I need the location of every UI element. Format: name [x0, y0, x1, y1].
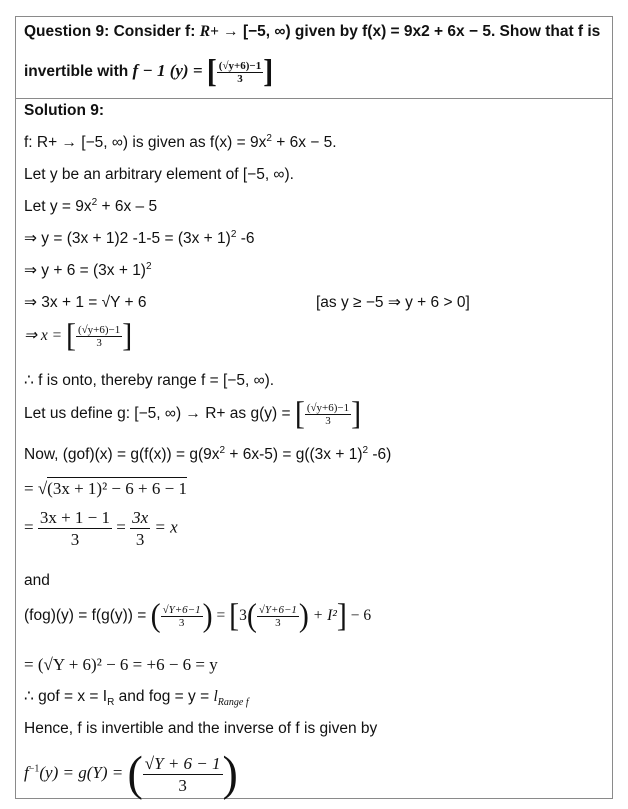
fraction	[161, 604, 203, 629]
solution-line-2: Let y be an arbitrary element of [−5, ∞).	[24, 166, 294, 183]
right-bracket: ]	[336, 597, 347, 634]
solution-line-8: ∴ f is onto, thereby range f = [−5, ∞).	[24, 372, 275, 389]
solution-line-1	[24, 133, 337, 153]
text: ⇒ 3x + 1 = √Y + 6	[24, 294, 147, 311]
solution-line-5	[24, 261, 152, 281]
text: (y) = g(Y) =	[39, 762, 128, 782]
text: = x	[150, 517, 178, 537]
question-line-1	[24, 22, 600, 42]
text: and fog = y =	[114, 688, 214, 705]
superscript: 2	[145, 260, 152, 272]
right-bracket: ]	[122, 317, 133, 354]
fraction	[38, 507, 112, 550]
solution-line-9	[24, 395, 362, 432]
right-paren: )	[222, 746, 238, 801]
solution-line-14	[24, 597, 372, 634]
text: Let us define g: [−5, ∞) → R+ as g(y) =	[24, 405, 295, 423]
solution-line-18	[24, 746, 238, 801]
solution-line-3	[24, 197, 157, 217]
solution-line-6	[24, 293, 146, 313]
superscript: 2	[362, 444, 369, 456]
fraction	[130, 507, 150, 550]
solution-line-7	[24, 317, 133, 354]
question-line-2	[24, 53, 274, 90]
fraction-denominator: 3	[325, 414, 331, 427]
right-bracket: ]	[263, 53, 274, 90]
text: f	[24, 762, 29, 782]
question-text: Question 9: Consider f:	[24, 23, 200, 40]
inverse-fraction	[217, 60, 263, 85]
solution-cell	[16, 99, 612, 801]
subscript: Range f	[217, 697, 249, 709]
right-paren: )	[202, 597, 213, 634]
text: + 6x-5) = g((3x + 1)	[225, 446, 363, 463]
fraction-denominator: 3	[237, 72, 243, 85]
fraction-numerator: (√y+6)−1	[306, 401, 350, 414]
superscript: 2	[219, 444, 226, 456]
superscript: −1	[28, 763, 40, 775]
text: = √	[24, 479, 48, 498]
question-cell	[16, 17, 612, 99]
text: f: R+ → [−5, ∞) is given as f(x) = 9x	[24, 134, 267, 151]
fraction-numerator: 3x + 1 − 1	[39, 508, 111, 527]
fraction-denominator: 3	[135, 530, 145, 549]
text: + I²	[308, 607, 337, 625]
solution-line-4	[24, 229, 254, 249]
text: ⇒ y + 6 = (3x + 1)	[24, 262, 146, 279]
fraction-denominator: 3	[178, 616, 185, 629]
question-text: invertible with	[24, 63, 133, 81]
text: ⇒ x =	[24, 327, 66, 345]
text: =	[112, 517, 131, 537]
text: l	[213, 688, 218, 705]
condition-note: [as y ≥ −5 ⇒ y + 6 > 0]	[316, 294, 470, 311]
fraction-denominator: 3	[178, 775, 187, 795]
fraction-numerator: √Y + 6 − 1	[144, 753, 221, 773]
left-bracket: [	[294, 395, 305, 432]
fraction-denominator: 3	[96, 336, 102, 349]
text: =	[212, 607, 230, 625]
domain-symbol: R+	[199, 23, 219, 40]
text: Let y = 9x	[24, 198, 92, 215]
text: -6)	[368, 446, 392, 463]
text: − 6	[346, 607, 372, 625]
inverse-function-label: f − 1 (y) =	[132, 61, 207, 81]
solution-line-13: and	[24, 572, 50, 589]
text: + 6x − 5.	[271, 134, 337, 151]
superscript: 2	[230, 228, 237, 240]
text: ∴ gof = x = I	[24, 688, 108, 705]
superscript: 2	[266, 132, 272, 144]
question-text: → [−5, ∞) given by f(x) = 9x2 + 6x − 5. Show that f is	[218, 23, 601, 40]
left-bracket: [	[229, 597, 240, 634]
fraction-numerator: √Y+6−1	[162, 603, 201, 616]
left-bracket: [	[65, 317, 76, 354]
fraction-numerator: √Y+6−1	[258, 603, 297, 616]
right-paren: )	[298, 597, 309, 634]
solution-line-15: = (√Y + 6)² − 6 = +6 − 6 = y	[24, 655, 218, 674]
left-paren: (	[127, 746, 143, 801]
subscript: R	[107, 697, 115, 709]
solution-line-16	[24, 687, 249, 707]
text: -6	[236, 230, 255, 247]
fraction	[257, 604, 299, 629]
fraction-numerator: (√y+6)−1	[77, 323, 121, 336]
superscript: 2	[91, 196, 98, 208]
solution-line-17: Hence, f is invertible and the inverse of f is given by	[24, 720, 378, 737]
fraction	[305, 402, 351, 427]
text: ⇒ y = (3x + 1)2 -1-5 = (3x + 1)	[24, 230, 231, 247]
fraction	[76, 324, 122, 349]
fraction-numerator: (√y+6)−1	[218, 59, 262, 72]
radicand: (3x + 1)² − 6 + 6 − 1	[47, 479, 187, 498]
question-solution-table	[15, 16, 613, 799]
fraction-denominator: 3	[70, 530, 80, 549]
fraction-numerator: 3x	[132, 508, 149, 527]
text: 3	[239, 607, 247, 625]
fraction-denominator: 3	[275, 616, 281, 629]
solution-line-12	[24, 507, 178, 550]
left-paren: (	[150, 597, 161, 634]
right-bracket: ]	[351, 395, 362, 432]
left-bracket: [	[206, 53, 217, 90]
solution-line-11	[24, 479, 187, 499]
solution-line-10	[24, 445, 391, 465]
left-paren: (	[246, 597, 257, 634]
text: (fog)(y) = f(g(y)) =	[24, 607, 151, 625]
text: + 6x – 5	[97, 198, 158, 215]
text: =	[24, 517, 38, 537]
solution-heading: Solution 9:	[24, 102, 105, 119]
text: Now, (gof)(x) = g(f(x)) = g(9x	[24, 446, 220, 463]
fraction	[143, 753, 223, 796]
